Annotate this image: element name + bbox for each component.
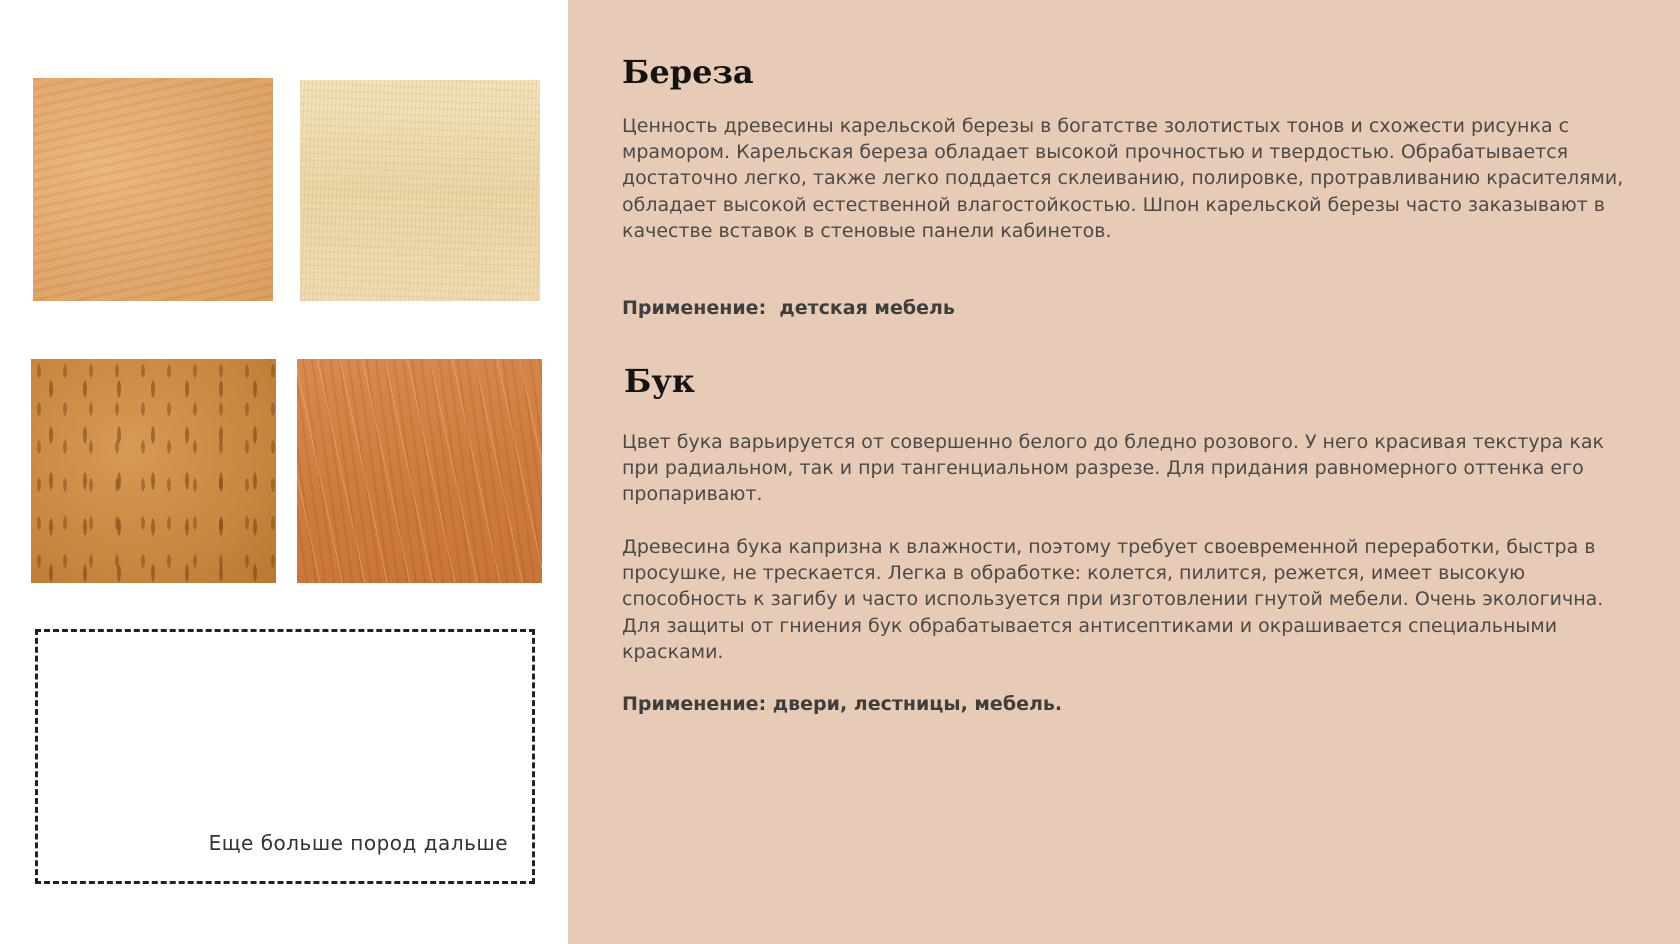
beech-description-1: Цвет бука варьируется от совершенно белого до бледно розового. У него красивая текстура как при радиальном, так и при тангенциальном разрезе. Для придания равномерного оттенка его пропаривают.: [622, 431, 1604, 506]
more-species-caption: Еще больше пород дальше: [208, 831, 508, 855]
birch-texture-image-1: [33, 78, 273, 301]
more-species-placeholder: [35, 629, 535, 884]
birch-heading: Береза: [622, 53, 754, 91]
birch-texture-image-2: [300, 80, 540, 301]
beech-texture-image-1: [31, 359, 276, 583]
beech-texture-image-2: [297, 359, 542, 583]
birch-description: Ценность древесины карельской березы в богатстве золотистых тонов и схожести рисунка с мрамором. Карельская береза обладает высокой прочностью и твердостью. Обрабатывается достаточно легко, также легко поддается склеиванию, полировке, протравливанию красителями, обладает высокой естественной влагостойкостью. Шпон карельской березы часто заказывают в качестве вставок в стеновые панели кабинетов.: [622, 115, 1624, 242]
wood-samples-panel: [0, 0, 568, 944]
birch-usage: Применение: детская мебель: [622, 297, 955, 319]
beech-description-2: Древесина бука капризна к влажности, поэтому требует своевременной переработки, быстра в просушке, не трескается. Легка в обработке: колется, пилится, режется, имеет высокую способность к загибу и часто используется при изготовлении гнутой мебели. Очень экологична. Для защиты от гниения бук обрабатывается антисептиками и окрашивается специальными красками.: [622, 536, 1604, 663]
beech-usage: Применение: двери, лестницы, мебель.: [622, 693, 1063, 715]
beech-heading: Бук: [624, 362, 695, 400]
